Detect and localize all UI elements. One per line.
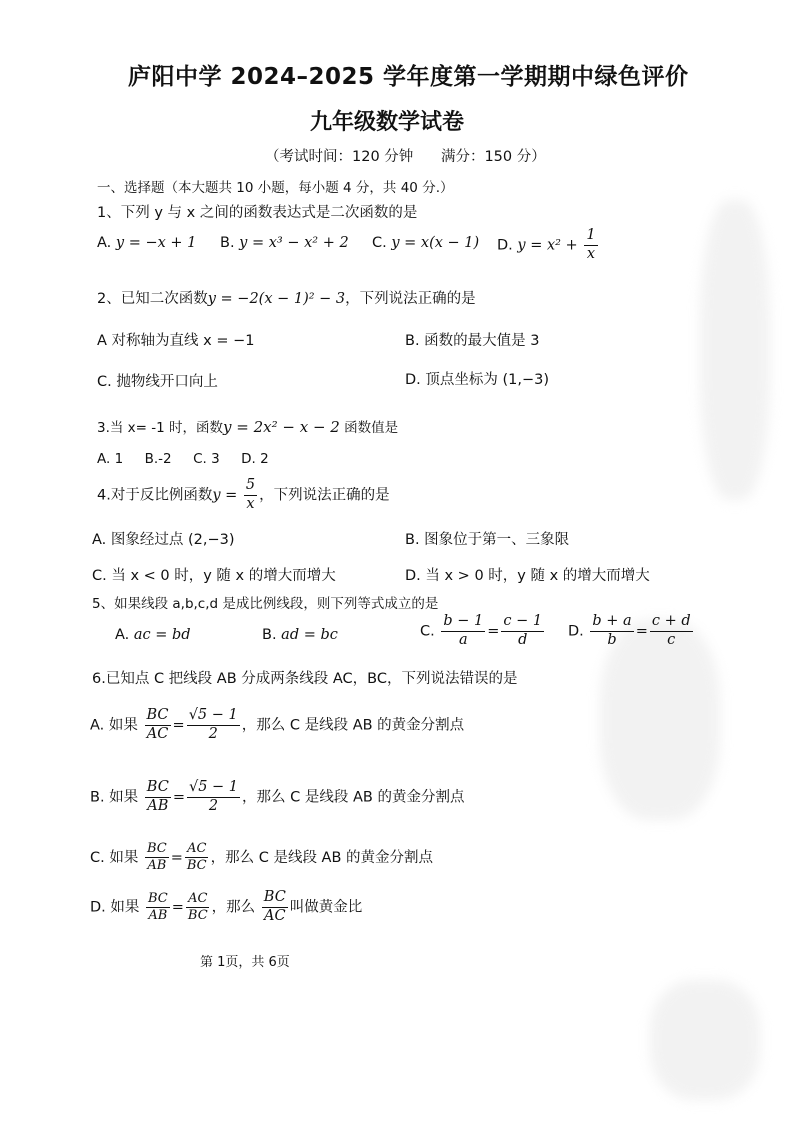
fraction: $\frac{BC}{AB}$ [148,890,168,923]
q1-option-b: B. y = x³ − x² + 2 [220,235,349,251]
fraction: $\frac{√5 - 1}{2}$ [188,707,238,742]
fraction: $\frac{√5 - 1}{2}$ [188,779,239,814]
exam-info: （考试时间：120 分钟 满分：150 分） [265,149,546,165]
q1-option-a: A. y = −x + 1 [97,235,197,251]
scan-smudge [700,200,770,500]
page-footer: 第 1页，共 6页 [200,955,290,970]
fraction: $\frac{b - 1}{a}$ [443,613,484,648]
fraction: $\frac{1}{x}$ [586,227,596,262]
section-heading: 一、选择题（本大题共 10 小题，每小题 4 分，共 40 分.） [97,180,454,196]
fraction: $\frac{5}{x}$ [245,477,256,512]
q4-stem: 4.对于反比例函数y = $\frac{5}{x}$ ，下列说法正确的是 [97,477,390,512]
q2-option-d: D. 顶点坐标为 (1,−3) [405,372,550,388]
exam-subtitle: 九年级数学试卷 [310,110,465,135]
q2-stem: 2、已知二次函数y = −2(x − 1)² − 3，下列说法正确的是 [97,291,476,307]
q6-option-d: D. 如果 $\frac{BC}{AB}$ = $\frac{AC}{BC}$ ，那么 $\frac{BC}{AC}$ 叫做黄金比 [90,889,363,924]
q6-option-a: A. 如果 $\frac{BC}{AC}$ = $\frac{√5 - 1}{2}$ ，那么 C 是线段 AB 的黄金分割点 [90,707,465,742]
fraction: $\frac{AC}{BC}$ [187,890,208,923]
exam-title: 庐阳中学 2024–2025 学年度第一学期期中绿色评价 [128,64,689,90]
q1-option-d: D. y = x² + $\frac{1}{x}$ [497,227,596,262]
q2-option-c: C. 抛物线开口向上 [97,374,218,390]
q4-option-c: C. 当 x < 0 时，y 随 x 的增大而增大 [92,568,336,584]
q2-option-a: A 对称轴为直线 x = −1 [97,333,255,349]
q2-option-b: B. 函数的最大值是 3 [405,333,540,349]
q6-stem: 6.已知点 C 把线段 AB 分成两条线段 AC，BC，下列说法错误的是 [92,671,518,687]
scan-smudge [600,620,720,820]
fraction: $\frac{b + a}{b}$ [592,613,632,648]
q5-option-d: D. $\frac{b + a}{b}$ = $\frac{c + d}{c}$ [568,613,691,648]
q5-stem: 5、如果线段 a,b,c,d 是成比例线段，则下列等式成立的是 [92,596,439,612]
q4-option-d: D. 当 x > 0 时，y 随 x 的增大而增大 [405,568,650,584]
q1-option-c: C. y = x(x − 1) [372,235,480,251]
q6-option-c: C. 如果 $\frac{BC}{AB}$ = $\frac{AC}{BC}$ ，那么 C 是线段 AB 的黄金分割点 [90,841,434,874]
q1-stem: 1、下列 y 与 x 之间的函数表达式是二次函数的是 [97,205,418,221]
q5-option-c: C. $\frac{b - 1}{a}$ = $\frac{c - 1}{d}$ [420,613,543,648]
fraction: $\frac{c + d}{c}$ [651,613,691,648]
fraction: $\frac{BC}{AB}$ [146,779,169,814]
fraction: $\frac{c - 1}{d}$ [503,613,543,648]
q4-option-a: A. 图象经过点 (2,−3) [92,532,235,548]
fraction: $\frac{BC}{AB}$ [146,841,167,874]
q6-option-b: B. 如果 $\frac{BC}{AB}$ = $\frac{√5 - 1}{2}$ ，那么 C 是线段 AB 的黄金分割点 [90,779,465,814]
q3-stem: 3.当 x= -1 时，函数y = 2x² − x − 2 函数值是 [97,418,399,436]
fraction: $\frac{BC}{AC}$ [146,707,169,742]
q4-option-b: B. 图象位于第一、三象限 [405,532,570,548]
q5-option-a: A. ac = bd [115,627,191,643]
scan-smudge [650,980,760,1100]
fraction: $\frac{BC}{AC}$ [263,889,286,924]
q5-option-b: B. ad = bc [262,627,338,643]
fraction: $\frac{AC}{BC}$ [186,841,207,874]
q3-options: A. 1 B.-2 C. 3 D. 2 [97,451,269,467]
